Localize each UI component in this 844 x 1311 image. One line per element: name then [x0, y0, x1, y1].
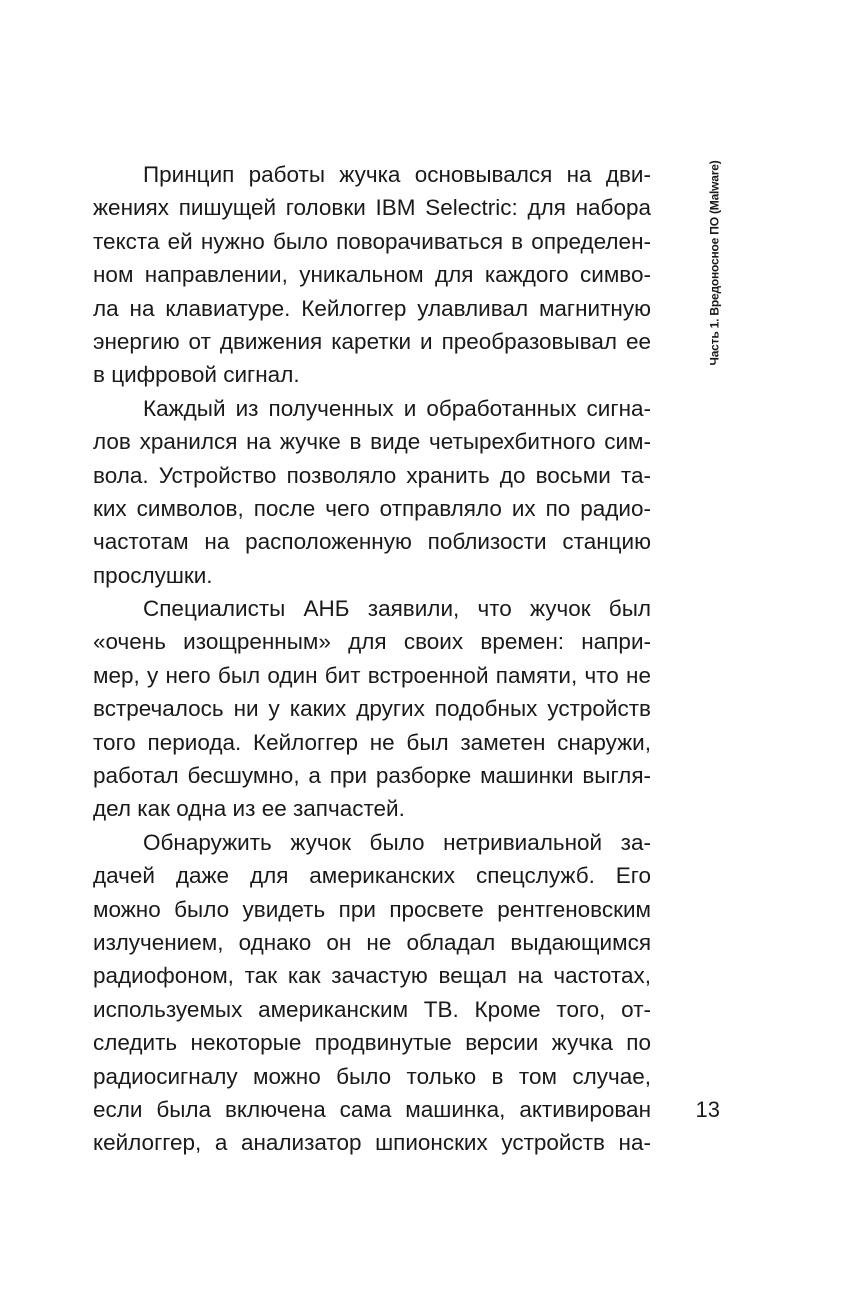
text-line: ких символов, после чего отправляло их по радио-	[93, 495, 651, 521]
text-line: частотам на расположенную поблизости станцию	[93, 529, 651, 555]
paragraph-1	[93, 158, 651, 392]
running-head-text: Часть 1. Вредоносное ПО (Malware)	[708, 159, 723, 366]
text-line: ном направлении, уникальном для каждого симво-	[93, 262, 651, 288]
text-line: Каждый из полученных и обработанных сигна-	[143, 395, 651, 421]
text-line: ла на клавиатуре. Кейлоггер улавливал магнитную	[93, 295, 651, 321]
text-line: встречалось ни у каких других подобных устройств	[93, 696, 651, 722]
text-line: дачей даже для американских спецслужб. Его	[93, 863, 651, 889]
page-number: 13	[695, 1097, 720, 1122]
text-line: жениях пишущей головки IBM Selectric: для набора	[93, 195, 651, 221]
text-line: Обнаружить жучок было нетривиальной за-	[143, 829, 651, 855]
text-line: излучением, однако он не обладал выдающимся	[93, 929, 651, 955]
text-line: работал бесшумно, а при разборке машинки выгля-	[93, 763, 651, 789]
text-line: кейлоггер, а анализатор шпионских устройств на-	[93, 1130, 651, 1156]
text-line: если была включена сама машинка, активирован	[93, 1096, 651, 1122]
body-text	[93, 158, 651, 1160]
text-line: в цифровой сигнал.	[93, 362, 300, 388]
text-line: радиосигналу можно было только в том случае,	[93, 1063, 651, 1089]
text-line: используемых американским ТВ. Кроме того, от-	[93, 996, 651, 1022]
text-line: радиофоном, так как зачастую вещал на частотах,	[93, 963, 651, 989]
text-line: Специалисты АНБ заявили, что жучок был	[143, 596, 651, 622]
text-line: энергию от движения каретки и преобразовывал ее	[93, 328, 651, 354]
text-line: прослушки.	[93, 562, 213, 588]
text-line: лов хранился на жучке в виде четырехбитного сим-	[93, 429, 651, 455]
paragraph-2	[93, 392, 651, 592]
text-line: того периода. Кейлоггер не был заметен снаружи,	[93, 729, 651, 755]
paragraph-3	[93, 592, 651, 826]
text-line: «очень изощренным» для своих времен: напри-	[93, 629, 651, 655]
paragraph-4	[93, 826, 651, 1160]
text-line: вола. Устройство позволяло хранить до восьми та-	[93, 462, 651, 488]
text-line: мер, у него был один бит встроенной памяти, что не	[93, 662, 651, 688]
text-line: можно было увидеть при просвете рентгеновским	[93, 896, 651, 922]
running-head	[697, 160, 733, 365]
text-line: Принцип работы жучка основывался на дви-	[143, 162, 651, 187]
text-line: дел как одна из ее запчастей.	[93, 796, 405, 822]
text-line: текста ей нужно было поворачиваться в определен-	[93, 228, 651, 254]
text-line: следить некоторые продвинутые версии жучка по	[93, 1030, 651, 1056]
